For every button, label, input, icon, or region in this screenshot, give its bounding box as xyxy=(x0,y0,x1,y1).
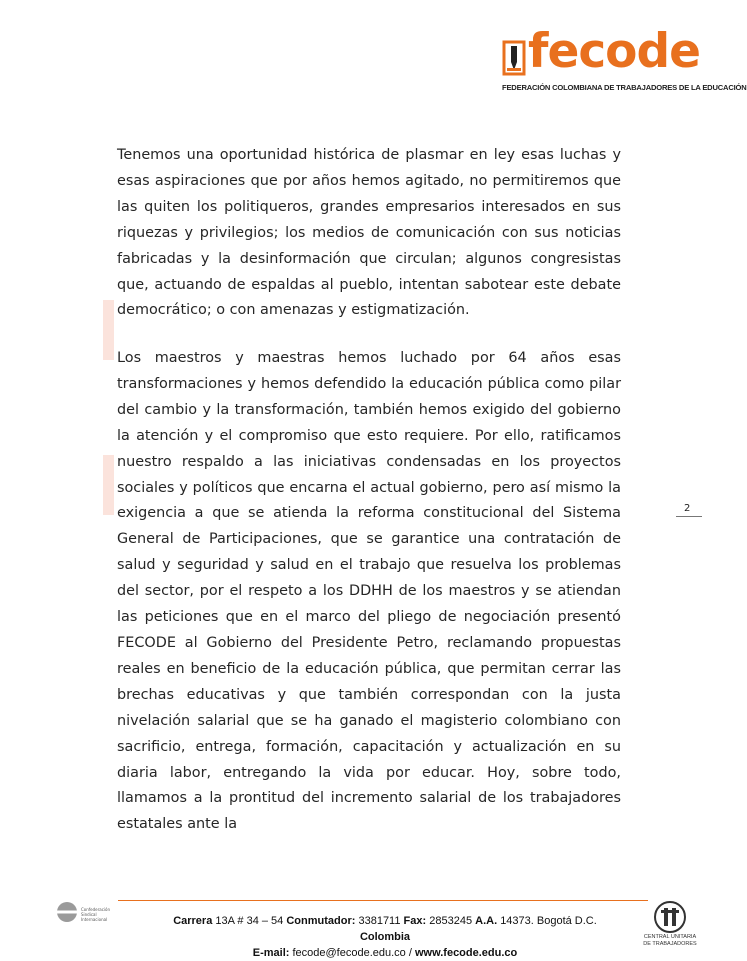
cut-label: CENTRAL UNITARIA DE TRABAJADORES xyxy=(643,934,697,947)
cut-emblem-icon xyxy=(652,900,688,934)
cut-logo xyxy=(640,900,700,952)
footer-divider xyxy=(118,900,648,901)
footer-address xyxy=(150,913,620,961)
address-line-1: Carrera 13A # 34 – 54 Conmutador: 3381711 Fax: 2853245 A.A. 14373. Bogotá D.C. Colombia xyxy=(173,915,597,943)
fecode-logo xyxy=(502,24,747,98)
globe-icon xyxy=(56,901,78,923)
pencil-flag-icon xyxy=(502,38,528,76)
logo-wordmark: fecode xyxy=(528,24,700,79)
csi-logo xyxy=(56,901,116,929)
website-link[interactable]: www.fecode.edu.co xyxy=(414,947,518,959)
page-number: 2 xyxy=(684,503,691,514)
logo-subtitle: FEDERACIÓN COLOMBIANA DE TRABAJADORES DE LA EDUCACIÓN xyxy=(502,83,747,92)
margin-highlight xyxy=(103,455,114,515)
address-line-2: E-mail: fecode@fecode.edu.co / www.fecode.edu.co xyxy=(252,947,518,959)
paragraph: Los maestros y maestras hemos luchado por 64 años esas transformaciones y hemos defendido la educación pública como pilar del cambio y la transformación, también hemos exigido del gobierno la atención y el compromiso que esto requiere. Por ello, ratificamos nuestro respaldo a las iniciativas condensadas en los proyectos sociales y políticos que encarna el actual gobierno, pero así mismo la exigencia a que se atienda la reforma constitucional del Sistema General de Participaciones, que se garantice una contratación de salud y seguridad y salud en el trabajo que resuelva los problemas del sector, por el respeto a los DDHH de los maestros y se atiendan las peticiones que en el marco del pliego de negociación presentó FECODE al Gobierno del Presidente Petro, reclamando propuestas reales en beneficio de la educación pública, que permitan cerrar las brechas educativas y que también correspondan con la justa nivelación salarial que se ha ganado el magisterio colombiano con sacrificio, entrega, formación, capacitación y actualización en su diaria labor, entregando la vida por educar. Hoy, sobre todo, llamamos a la prontitud del incremento salarial de los trabajadores estatales ante la xyxy=(117,350,621,833)
email-link[interactable]: fecode@fecode.edu.co / xyxy=(292,947,412,959)
margin-highlight xyxy=(103,300,114,360)
csi-label: Confederación Sindical Internacional xyxy=(81,907,111,922)
page-number-underline xyxy=(676,516,702,517)
paragraph: Tenemos una oportunidad histórica de plasmar en ley esas luchas y esas aspiraciones que por años hemos agitado, no permitiremos que las quiten los politiqueros, grandes empresarios interesados en sus riquezas y privilegios; los medios de comunicación con sus noticias fabricadas y la desinformación que circulan; algunos congresistas que, actuando de espaldas al pueblo, intentan sabotear este debate democrático; o con amenazas y estigmatización. xyxy=(117,147,621,319)
